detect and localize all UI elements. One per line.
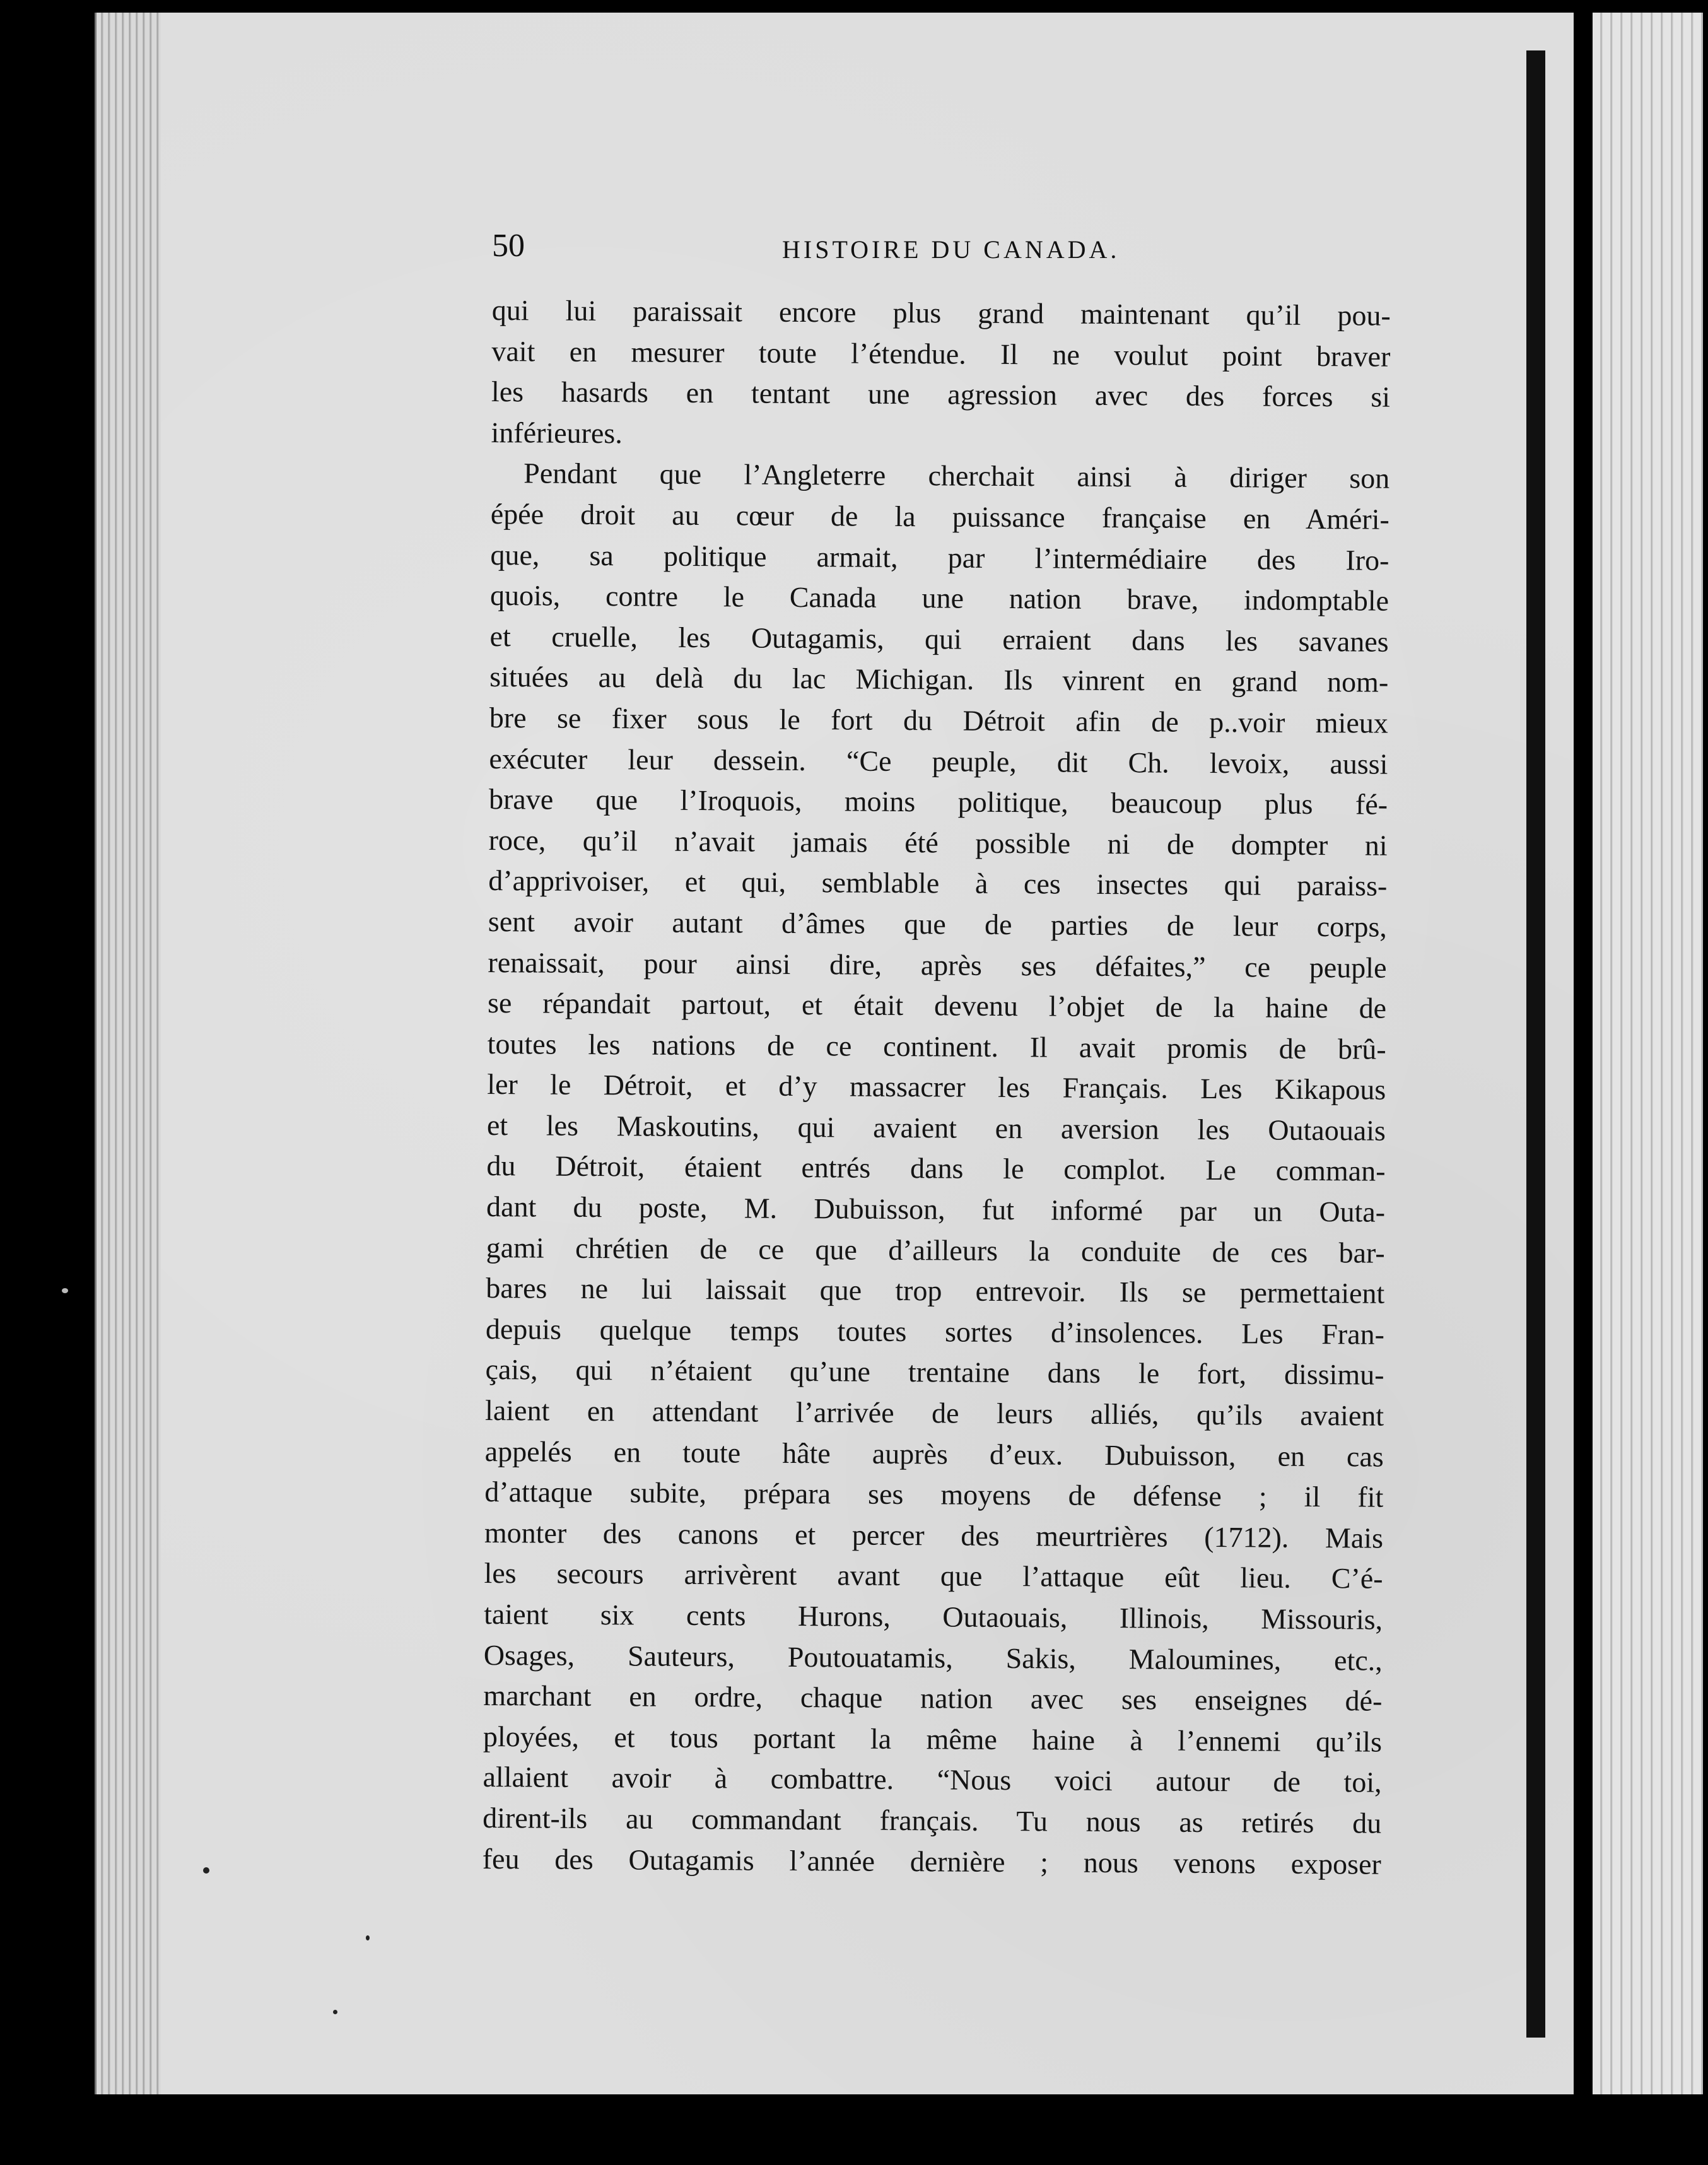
text-line-content: ler le Détroit, et d’y massacrer les Français. Les Kikapous [487,1068,1386,1106]
text-line-content: toutes les nations de ce continent. Il avait promis de brû- [487,1027,1386,1065]
text-line-content: inférieures. [491,416,623,450]
text-line [489,698,1388,744]
text-line [490,575,1389,621]
text-line-content: situées au delà du lac Michigan. Ils vinrent en grand nom- [489,660,1389,699]
text-line [483,1675,1382,1722]
page-edges-right [1593,13,1703,2094]
scan-speck [203,1867,209,1874]
page-edges-left [95,13,166,2094]
text-line [491,494,1389,540]
text-line [489,657,1388,703]
text-line-content: dirent-ils au commandant français. Tu nous as retirés du [483,1801,1382,1839]
text-line [484,1553,1383,1599]
text-line-content: Osages, Sauteurs, Poutouatamis, Sakis, Maloumines, etc., [483,1638,1383,1677]
text-line [488,901,1387,948]
text-line [491,453,1389,499]
text-line [484,1635,1383,1681]
text-line-content: renaissait, pour ainsi dire, après ses défaites,” ce peuple [488,946,1387,984]
spine-shadow [1526,50,1545,2038]
text-line [483,1798,1381,1844]
running-title: HISTOIRE DU CANADA. [782,235,1120,264]
text-line-content: monter des canons et percer des meurtrières (1712). Mais [484,1516,1384,1554]
text-line-content: feu des Outagamis l’année dernière ; nous venons exposer [482,1842,1381,1880]
text-line-content: dant du poste, M. Dubuisson, fut informé par un Outa- [486,1190,1386,1228]
text-line-content: brave que l’Iroquois, moins politique, beaucoup plus fé- [488,783,1388,821]
text-line-content: çais, qui n’étaient qu’une trentaine dans le fort, dissimu- [485,1353,1384,1392]
text-line [486,1187,1385,1233]
text-line-content: et les Maskoutins, qui avaient en aversion les Outaouais [486,1108,1386,1147]
text-line-content: épée droit au cœur de la puissance française en Améri- [490,497,1389,536]
text-line-content: d’apprivoiser, et qui, semblable à ces insectes qui paraiss- [488,864,1388,902]
text-line-content: les secours arrivèrent avant que l’attaque eût lieu. C’é- [484,1557,1383,1595]
text-line [486,1146,1385,1192]
text-line [484,1594,1383,1640]
text-line-content: roce, qu’il n’avait jamais été possible ni de dompter ni [488,823,1388,862]
text-line-content: laient en attendant l’arrivée de leurs alliés, qu’ils avaient [484,1393,1384,1432]
text-line [488,942,1386,988]
text-line [489,739,1388,785]
text-line [487,1064,1386,1110]
text-line-content: et cruelle, les Outagamis, qui erraient dans les savanes [489,619,1389,658]
text-line [489,616,1388,662]
text-line [489,779,1388,825]
body-text [483,290,1391,1885]
text-line [485,1390,1384,1436]
text-line [491,331,1390,377]
text-line-content: sent avoir autant d’âmes que de parties de leur corps, [488,905,1388,943]
text-line-content: bares ne lui laissait que trop entrevoir. Ils se permettaient [486,1272,1385,1310]
text-line [492,290,1391,336]
text-line [483,1716,1382,1763]
text-line-content: ployées, et tous portant la même haine à l’ennemi qu’ils [483,1720,1383,1758]
text-line [484,1472,1383,1518]
text-line [484,1513,1383,1559]
text-line-content: allaient avoir à combattre. “Nous voici autour de toi, [483,1761,1382,1799]
text-line-content: les hasards en tentant une agression avec des forces si [491,375,1391,413]
page-number: 50 [492,228,525,264]
text-line [483,1757,1381,1803]
text-line-content: se répandait partout, et était devenu l’objet de la haine de [487,987,1387,1024]
text-line [491,413,1389,459]
text-line [488,860,1387,906]
text-line-content: depuis quelque temps toutes sortes d’insolences. Les Fran- [485,1312,1385,1351]
text-line-content: du Détroit, étaient entrés dans le complot. Le comman- [486,1149,1386,1188]
text-line-content: exécuter leur dessein. “Ce peuple, dit Ch. levoix, aussi [489,742,1388,780]
text-line [488,820,1387,866]
text-line-content: quois, contre le Canada une nation brave, indomptable [489,579,1389,617]
scan-speck [333,2010,337,2014]
scan-speck [366,1935,370,1940]
text-line-content: vait en mesurer toute l’étendue. Il ne voulut point braver [491,334,1391,373]
text-line-content: appelés en toute hâte auprès d’eux. Dubuisson, en cas [484,1435,1384,1473]
text-line [485,1349,1384,1395]
text-line [488,1024,1386,1070]
text-line [487,1105,1386,1151]
text-line-content: Pendant que l’Angleterre cherchait ainsi à diriger son [524,457,1390,495]
text-line-content: que, sa politique armait, par l’intermédiaire des Iro- [490,538,1389,577]
text-line-content: bre se fixer sous le fort du Détroit afin de p..voir mieux [489,701,1388,739]
text-line-content: d’attaque subite, prépara ses moyens de défense ; il fit [484,1476,1384,1513]
text-line [491,372,1390,418]
text-line-content: qui lui paraissait encore plus grand maintenant qu’il pou- [491,293,1391,332]
text-line-content: marchant en ordre, chaque nation avec ses enseignes dé- [483,1679,1383,1717]
text-line [486,1268,1384,1314]
text-line [486,1228,1385,1274]
text-line [483,1839,1381,1885]
text-line [486,1309,1384,1355]
scan-speck [62,1288,68,1293]
text-line-content: taient six cents Hurons, Outaouais, Illinois, Missouris, [484,1597,1383,1636]
text-line [490,535,1389,581]
text-line-content: gami chrétien de ce que d’ailleurs la conduite de ces bar- [486,1231,1385,1269]
text-line [485,1431,1384,1477]
text-line [488,983,1386,1029]
